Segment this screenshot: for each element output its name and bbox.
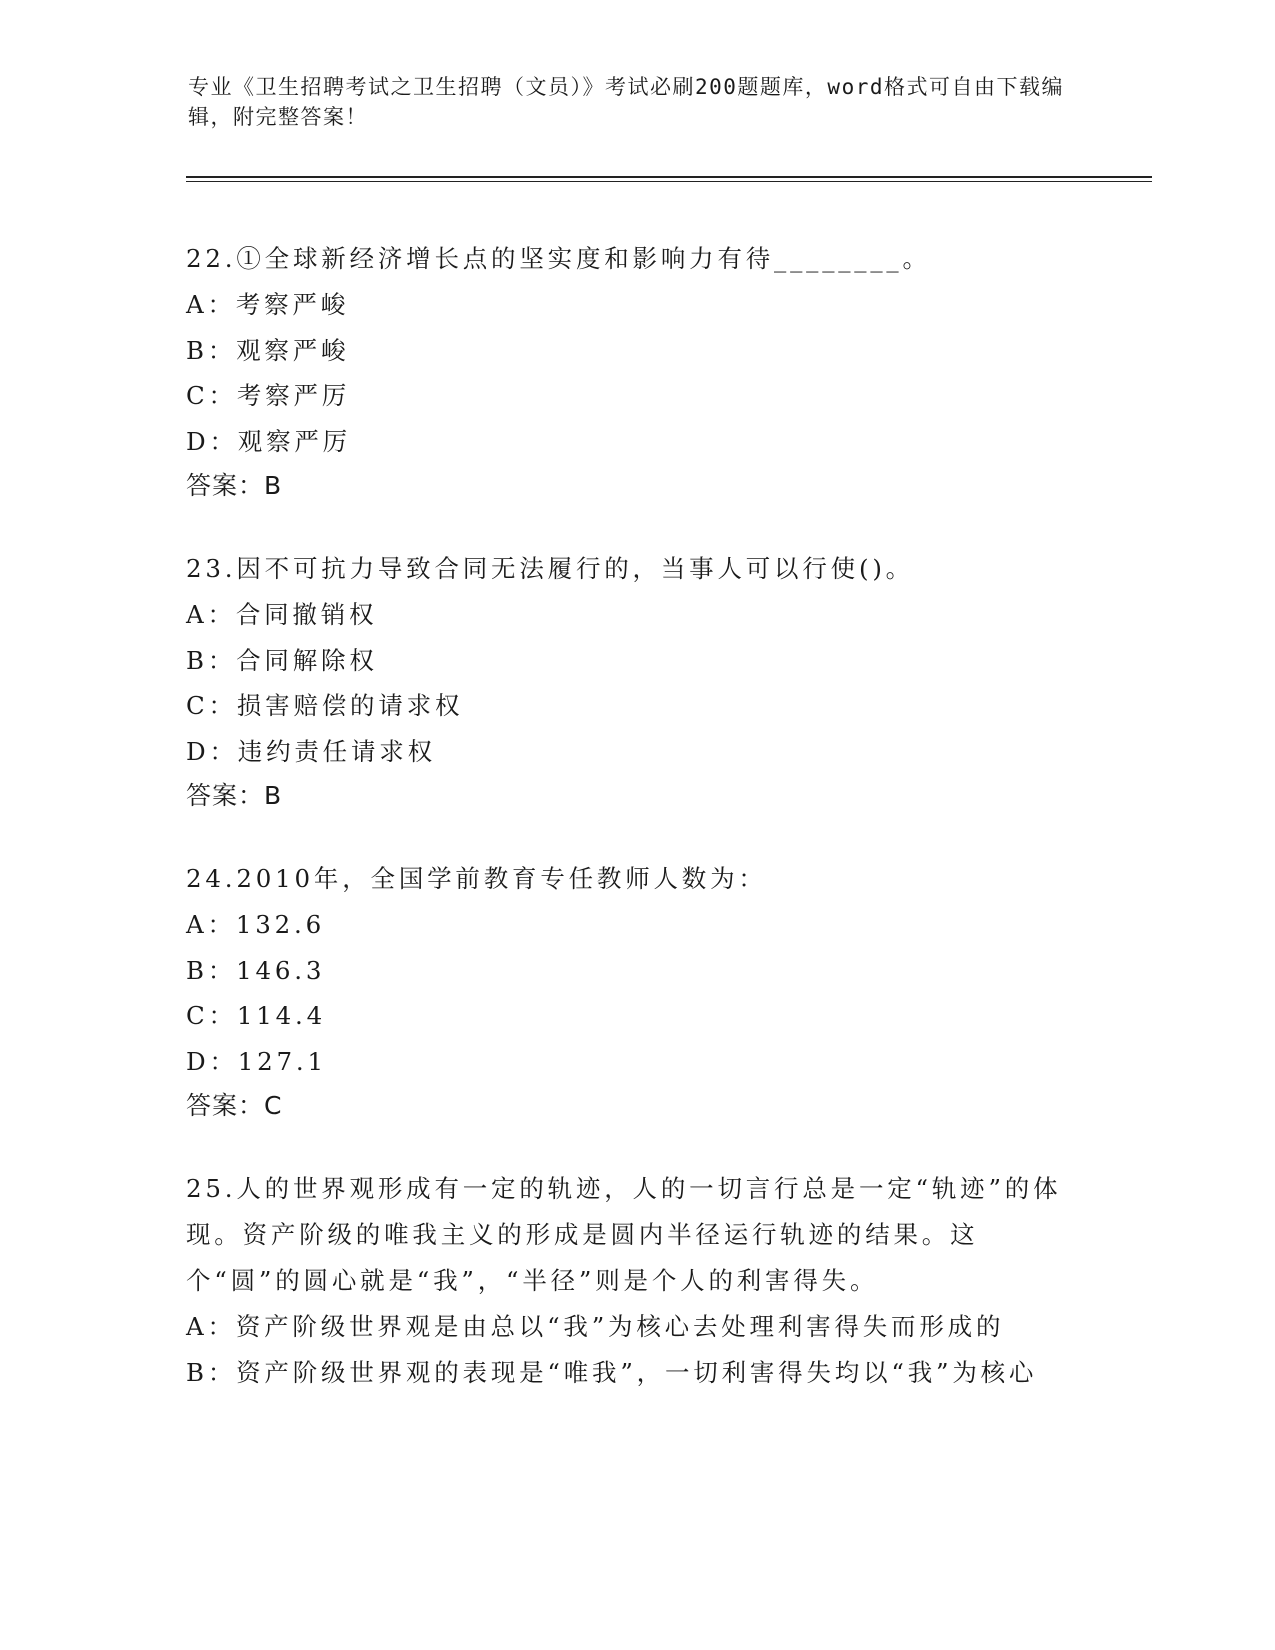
option-text: 观察严峻 bbox=[236, 335, 350, 365]
answer-line: 答案：B bbox=[186, 781, 283, 810]
answer-line: 答案：C bbox=[186, 1091, 283, 1120]
option-letter: C bbox=[186, 691, 209, 720]
question-stem: 25.人的世界观形成有一定的轨迹，人的一切言行总是一定“轨迹”的体现。资产阶级的唯我主义的形成是圆内半径运行轨迹的结果。这个“圆”的圆心就是“我”，“半径”则是个人的利害得失。 bbox=[186, 1174, 1062, 1295]
option-separator: ： bbox=[209, 1046, 238, 1076]
option-text: 资产阶级世界观是由总以“我”为核心去处理利害得失而形成的 bbox=[235, 1312, 1005, 1341]
option-letter: A bbox=[186, 910, 208, 939]
option-letter: A bbox=[186, 600, 208, 629]
option-separator: ： bbox=[207, 910, 236, 939]
option-text: 考察严厉 bbox=[236, 381, 351, 410]
option-letter: B bbox=[186, 955, 208, 985]
option-b bbox=[186, 638, 1086, 684]
option-separator: ： bbox=[207, 955, 237, 985]
question-stem: 24.2010年，全国学前教育专任教师人数为： bbox=[186, 864, 767, 893]
option-separator: ： bbox=[209, 426, 238, 456]
header-divider-thin bbox=[186, 181, 1152, 182]
question-list bbox=[186, 236, 1086, 1433]
option-c bbox=[186, 993, 1086, 1039]
option-separator: ： bbox=[207, 1312, 236, 1341]
option-text: 观察严厉 bbox=[237, 426, 351, 456]
option-a bbox=[186, 902, 1086, 948]
option-d bbox=[186, 729, 1086, 775]
answer-line: 答案：B bbox=[186, 471, 283, 500]
option-text: 127.1 bbox=[237, 1046, 327, 1076]
option-c bbox=[186, 373, 1086, 419]
option-separator: ： bbox=[207, 600, 236, 629]
option-text: 146.3 bbox=[236, 955, 326, 985]
option-letter: C bbox=[186, 381, 209, 410]
option-a bbox=[186, 1304, 1086, 1350]
option-text: 132.6 bbox=[235, 910, 325, 939]
option-text: 114.4 bbox=[236, 1001, 326, 1030]
question-item bbox=[186, 1166, 1086, 1395]
option-b bbox=[186, 328, 1086, 374]
option-separator: ： bbox=[208, 691, 237, 720]
option-a bbox=[186, 592, 1086, 638]
question-stem: 22.①全球新经济增长点的坚实度和影响力有待________。 bbox=[186, 244, 931, 273]
option-letter: C bbox=[186, 1001, 209, 1030]
option-text: 考察严峻 bbox=[235, 290, 350, 319]
option-b bbox=[186, 948, 1086, 994]
question-stem: 23.因不可抗力导致合同无法履行的，当事人可以行使()。 bbox=[186, 554, 914, 583]
option-letter: B bbox=[186, 1357, 208, 1387]
option-text: 资产阶级世界观的表现是“唯我”，一切利害得失均以“我”为核心 bbox=[236, 1357, 1038, 1387]
option-letter: D bbox=[186, 1046, 210, 1076]
option-separator: ： bbox=[207, 335, 237, 365]
option-letter: A bbox=[186, 1312, 208, 1341]
option-letter: A bbox=[186, 290, 208, 319]
document-header: 专业《卫生招聘考试之卫生招聘（文员）》考试必刷200题题库，word格式可自由下载编辑，附完整答案！ bbox=[188, 75, 1064, 129]
option-separator: ： bbox=[207, 290, 236, 319]
option-letter: B bbox=[186, 645, 208, 675]
option-separator: ： bbox=[208, 381, 237, 410]
question-item bbox=[186, 236, 1086, 508]
option-separator: ： bbox=[207, 645, 237, 675]
option-separator: ： bbox=[209, 736, 238, 766]
question-item bbox=[186, 856, 1086, 1128]
option-text: 合同解除权 bbox=[236, 645, 378, 675]
option-letter: D bbox=[186, 426, 210, 456]
option-separator: ： bbox=[208, 1001, 237, 1030]
option-letter: D bbox=[186, 736, 210, 766]
option-letter: B bbox=[186, 335, 208, 365]
option-text: 合同撤销权 bbox=[235, 600, 378, 629]
question-item bbox=[186, 546, 1086, 818]
option-c bbox=[186, 683, 1086, 729]
option-b bbox=[186, 1350, 1086, 1396]
option-a bbox=[186, 282, 1086, 328]
option-d bbox=[186, 1039, 1086, 1085]
option-text: 损害赔偿的请求权 bbox=[236, 691, 464, 720]
option-d bbox=[186, 419, 1086, 465]
header-divider bbox=[186, 176, 1152, 178]
option-text: 违约责任请求权 bbox=[237, 736, 436, 766]
option-separator: ： bbox=[207, 1357, 237, 1387]
